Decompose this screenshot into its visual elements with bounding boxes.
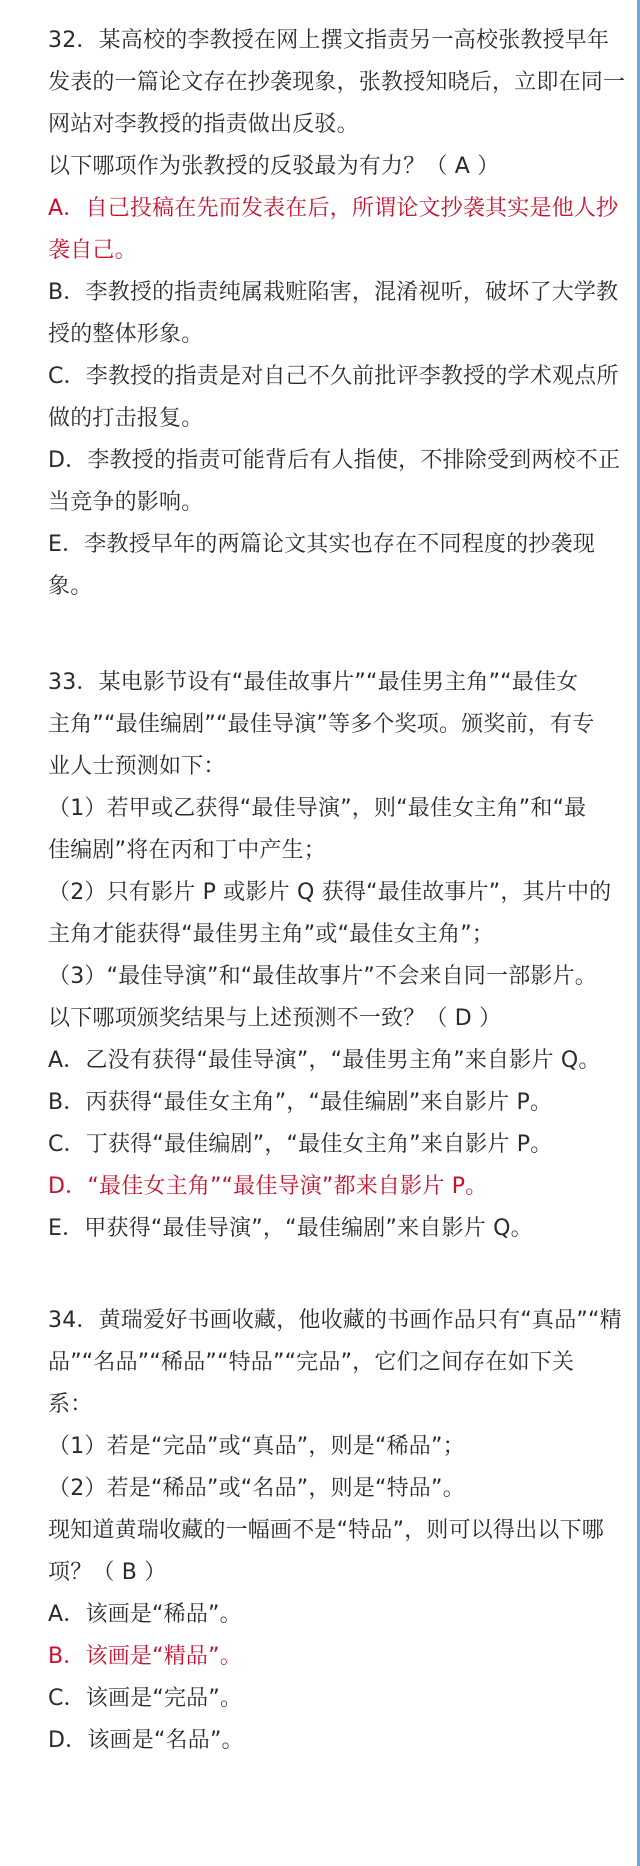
option-c: C．该画是“完品”。 [48, 1686, 243, 1711]
condition-line: （3）“最佳导演”和“最佳故事片”不会来自同一部影片。 [48, 964, 597, 989]
option-b [48, 272, 619, 356]
option-a: A．乙没有获得“最佳导演”，“最佳男主角”来自影片 Q。 [48, 1048, 601, 1073]
condition-line: （2）只有影片 P 或影片 Q 获得“最佳故事片”，其片中的 [48, 880, 612, 905]
question-32 [48, 20, 626, 608]
question-text-line: 34．黄瑞爱好书画收藏，他收藏的书画作品只有“真品”“精 [48, 1308, 622, 1333]
option-line: E．李教授早年的两篇论文其实也存在不同程度的抄袭现 [48, 532, 595, 557]
question-prompt: 以下哪项颁奖结果与上述预测不一致？（ D ） [48, 1006, 502, 1031]
question-33 [48, 662, 612, 1250]
option-line: 象。 [48, 574, 93, 599]
question-text-line: 网站对李教授的指责做出反驳。 [48, 112, 359, 137]
option-line: B．李教授的指责纯属栽赃陷害，混淆视听，破坏了大学教 [48, 280, 619, 305]
option-b: B．丙获得“最佳女主角”，“最佳编剧”来自影片 P。 [48, 1090, 553, 1115]
condition-line: 主角才能获得“最佳男主角”或“最佳女主角”； [48, 922, 494, 947]
option-line: A．自己投稿在先而发表在后，所谓论文抄袭其实是他人抄 [48, 196, 619, 221]
question-prompt: 现知道黄瑞收藏的一幅画不是“特品”，则可以得出以下哪 [48, 1518, 604, 1543]
question-prompt: 项？（ B ） [48, 1560, 167, 1585]
question-34 [48, 1300, 622, 1762]
option-c [48, 356, 619, 440]
option-a: A．该画是“稀品”。 [48, 1602, 242, 1627]
option-line: 做的打击报复。 [48, 406, 204, 431]
option-line: 当竞争的影响。 [48, 490, 204, 515]
condition-line: （2）若是“稀品”或“名品”，则是“特品”。 [48, 1476, 465, 1501]
option-d-answer: D．“最佳女主角”“最佳导演”都来自影片 P。 [48, 1174, 488, 1199]
option-d [48, 440, 621, 524]
question-text-line: 主角”“最佳编剧”“最佳导演”等多个奖项。颁奖前，有专 [48, 712, 595, 737]
question-text-line: 系： [48, 1392, 93, 1417]
option-line: 袭自己。 [48, 238, 137, 263]
question-text-line: 发表的一篇论文存在抄袭现象，张教授知晓后，立即在同一 [48, 70, 626, 95]
option-line: C．李教授的指责是对自己不久前批评李教授的学术观点所 [48, 364, 619, 389]
question-prompt: 以下哪项作为张教授的反驳最为有力？（ A ） [48, 154, 500, 179]
option-e [48, 524, 596, 608]
option-c: C．丁获得“最佳编剧”，“最佳女主角”来自影片 P。 [48, 1132, 553, 1157]
question-text-line: 业人士预测如下： [48, 754, 226, 779]
question-text-line: 33．某电影节设有“最佳故事片”“最佳男主角”“最佳女 [48, 670, 579, 695]
option-line: 授的整体形象。 [48, 322, 204, 347]
question-text-line: 32．某高校的李教授在网上撰文指责另一高校张教授早年 [48, 28, 610, 53]
option-e: E．甲获得“最佳导演”，“最佳编剧”来自影片 Q。 [48, 1216, 533, 1241]
option-d: D．该画是“名品”。 [48, 1728, 244, 1753]
option-b-answer: B．该画是“精品”。 [48, 1644, 242, 1669]
condition-line: （1）若甲或乙获得“最佳导演”，则“最佳女主角”和“最 [48, 796, 587, 821]
option-a-answer [48, 188, 619, 272]
question-text-line: 品”“名品”“稀品”“特品”“完品”，它们之间存在如下关 [48, 1350, 575, 1375]
condition-line: （1）若是“完品”或“真品”，则是“稀品”； [48, 1434, 465, 1459]
condition-line: 佳编剧”将在丙和丁中产生； [48, 838, 326, 863]
option-line: D．李教授的指责可能背后有人指使，不排除受到两校不正 [48, 448, 621, 473]
